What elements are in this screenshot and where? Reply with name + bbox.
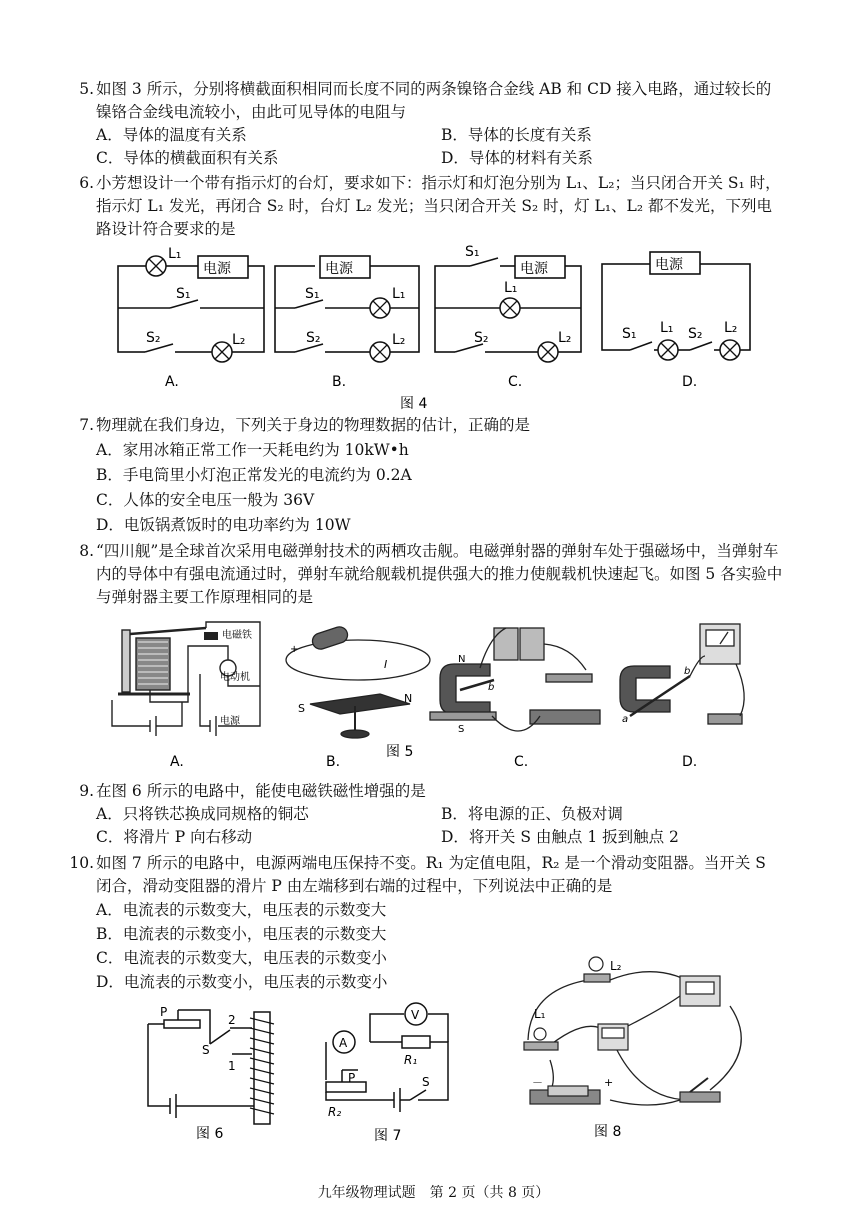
power-label: 电源 [655, 257, 683, 273]
minus-label: － [532, 1076, 543, 1089]
option-b: B．电流表的示数变小，电压表的示数变大 [96, 925, 387, 943]
l1-label: L₁ [168, 246, 182, 262]
question-number: 6. [79, 174, 94, 192]
question-number: 5. [79, 80, 94, 98]
s-pole-label: S [298, 702, 305, 715]
figure-caption: 图 5 [386, 744, 414, 760]
s2-label: S₂ [306, 330, 321, 346]
b-label: b [488, 682, 495, 693]
question-6 [79, 172, 786, 241]
s1-label: S₁ [176, 286, 191, 302]
s-label: S [202, 1043, 210, 1057]
s2-label: S₂ [474, 330, 489, 346]
option-a: A．只将铁芯换成同规格的铜芯 [96, 805, 309, 823]
figure-4 [110, 244, 770, 412]
question-stem: 如图 7 所示的电路中，电源两端电压保持不变。R₁ 为定值电阻，R₂ 是一个滑动变阻器。当开关 S 闭合，滑动变阻器的滑片 P 由左端移到右端的过程中，下列说法中正确的是 [96, 854, 766, 895]
question-stem: 物理就在我们身边，下列关于身边的物理数据的估计，正确的是 [96, 416, 531, 434]
option-label-b: B. [332, 374, 347, 390]
s1-label: S₁ [465, 244, 480, 260]
option-label-d: D. [682, 754, 698, 770]
option-c: C．人体的安全电压一般为 36V [96, 491, 315, 509]
current-label: I [384, 658, 388, 671]
s1-label: S₁ [305, 286, 320, 302]
question-stem: 小芳想设计一个带有指示灯的台灯，要求如下：指示灯和灯泡分别为 L₁、L₂；当只闭合开关 S₁ 时，指示灯 L₁ 发光，再闭合 S₂ 时，台灯 L₂ 发光；当只闭合开关 S₂ 时，灯 L₁、L₂ 都不发光，下列电路设计符合要求的是 [96, 174, 781, 238]
figure-8 [510, 950, 770, 1146]
option-label-b: B. [326, 754, 341, 770]
s-pole-label: S [458, 724, 465, 735]
l2-label: L₂ [392, 332, 406, 348]
question-9 [79, 780, 786, 849]
option-c: C．将滑片 P 向右移动 [96, 828, 253, 846]
question-stem: “四川舰”是全球首次采用电磁弹射技术的两栖攻击舰。电磁弹射器的弹射车处于强磁场中，当弹射车内的导体中有强电流通过时，弹射车就给舰载机提供强大的推力使舰载机快速起飞。如图 5 各实验中与弹射器主要工作原理相同的是 [96, 542, 783, 606]
option-label-c: C. [508, 374, 523, 390]
figure-5 [100, 616, 780, 778]
question-number: 9. [79, 782, 94, 800]
option-d: D．将开关 S 由触点 1 扳到触点 2 [441, 828, 679, 846]
r1-label: R₁ [404, 1053, 418, 1067]
figure-6 [140, 1004, 290, 1144]
option-a: A．电流表的示数变大，电压表的示数变大 [96, 901, 387, 919]
l1-label: L₁ [660, 320, 674, 336]
ammeter-label: A [339, 1036, 348, 1050]
contact-2-label: 2 [228, 1013, 236, 1027]
n-pole-label: N [404, 692, 413, 705]
option-b: B．手电筒里小灯泡正常发光的电流约为 0.2A [96, 466, 412, 484]
motor-label: 电动机 [220, 672, 250, 683]
l2-label: L₂ [232, 332, 246, 348]
figure-caption: 图 7 [374, 1128, 402, 1144]
figure-7 [318, 1000, 468, 1144]
question-stem: 如图 3 所示，分别将横截面积相同而长度不同的两条镍铬合金线 AB 和 CD 接入电路，通过较长的镍铬合金线电流较小，由此可见导体的电阻与 [96, 80, 772, 121]
l1-label: L₁ [392, 286, 406, 302]
plus-label: + [290, 644, 299, 655]
figure-caption: 图 6 [196, 1126, 224, 1142]
question-stem: 在图 6 所示的电路中，能使电磁铁磁性增强的是 [96, 782, 426, 800]
power-label: 电源 [325, 261, 353, 277]
option-label-c: C. [514, 754, 529, 770]
figure-caption: 图 4 [400, 396, 428, 412]
s2-label: S₂ [688, 326, 703, 342]
b-label: b [684, 666, 691, 677]
option-d: D．电流表的示数变小，电压表的示数变小 [96, 973, 388, 991]
contact-1-label: 1 [228, 1059, 236, 1073]
a-label: a [622, 714, 629, 725]
s1-label: S₁ [622, 326, 637, 342]
r2-label: R₂ [328, 1105, 342, 1119]
question-5 [79, 78, 786, 170]
plus-label: + [604, 1076, 614, 1089]
figure-caption: 图 8 [594, 1124, 622, 1140]
s-label: S [422, 1075, 430, 1089]
question-number: 7. [79, 416, 94, 434]
option-d: D．电饭锅煮饭时的电功率约为 10W [96, 516, 351, 534]
option-a: A．家用冰箱正常工作一天耗电约为 10kW•h [96, 441, 409, 459]
l2-label: L₂ [610, 959, 622, 973]
l2-label: L₂ [724, 320, 738, 336]
option-d: D．导体的材料有关系 [441, 149, 593, 167]
option-a: A．导体的温度有关系 [96, 126, 247, 144]
voltmeter-label: V [411, 1008, 420, 1022]
option-b: B．导体的长度有关系 [441, 126, 592, 144]
option-label-a: A. [170, 754, 184, 770]
s2-label: S₂ [146, 330, 161, 346]
power-label: 电源 [520, 261, 548, 277]
option-label-d: D. [682, 374, 698, 390]
page-footer: 九年级物理试题 第 2 页（共 8 页） [317, 1185, 550, 1201]
p-label: P [348, 1071, 356, 1085]
l1-label: L₁ [504, 280, 518, 296]
option-c: C．电流表的示数变大，电压表的示数变小 [96, 949, 387, 967]
option-b: B．将电源的正、负极对调 [441, 805, 623, 823]
n-pole-label: N [458, 654, 466, 665]
question-number: 8. [79, 542, 94, 560]
electromagnet-label: 电磁铁 [222, 630, 252, 641]
power-label: 电源 [203, 261, 231, 277]
question-7 [79, 414, 786, 537]
option-label-a: A. [165, 374, 179, 390]
source-label: 电源 [220, 716, 240, 727]
question-number: 10. [69, 854, 94, 872]
option-c: C．导体的横截面积有关系 [96, 149, 279, 167]
p-label: P [160, 1005, 168, 1019]
l1-label: L₁ [534, 1007, 546, 1021]
question-8 [79, 540, 786, 609]
l2-label: L₂ [558, 330, 572, 346]
